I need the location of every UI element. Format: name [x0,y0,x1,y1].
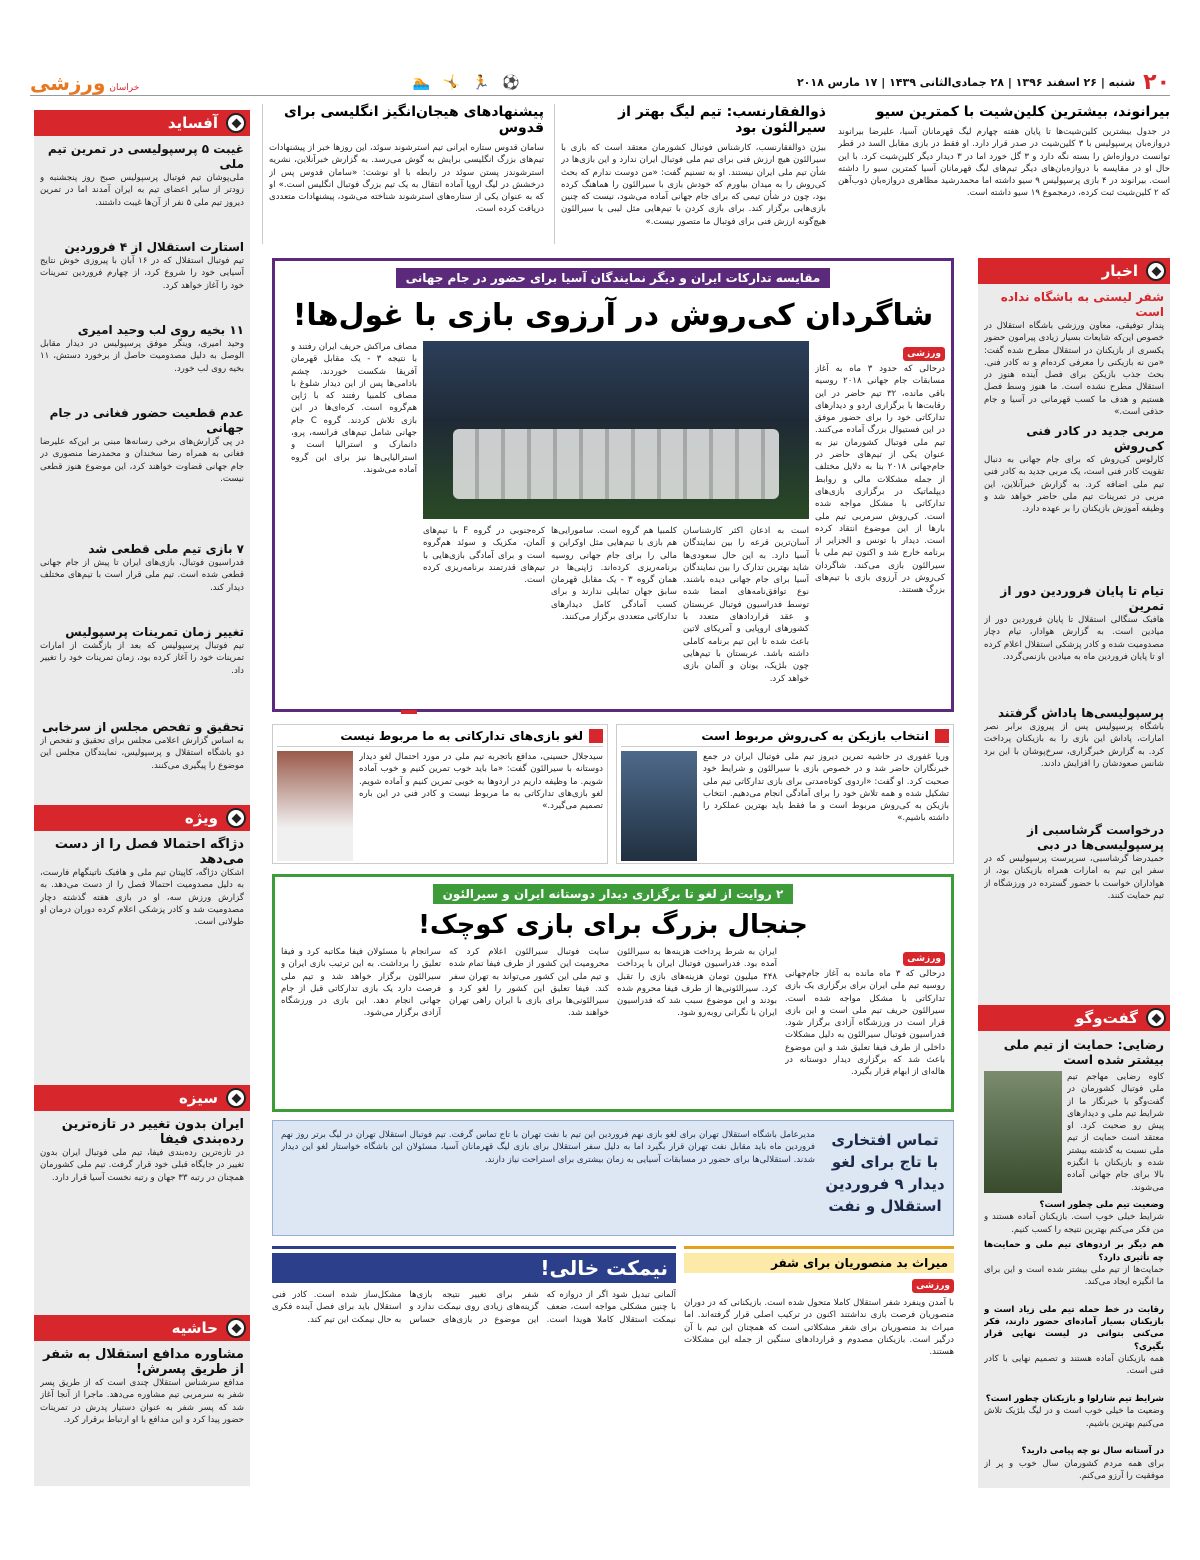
news-title: تغییر زمان تمرینات پرسپولیس [65,625,244,639]
top-article-1 [838,104,1170,244]
section-badge: ورزشی [903,952,945,966]
main-col-3: کلمبیا هم گروه است. سامورایی‌ها هم بازی با تیم‌هایی مثل اوکراین و مالی را برای جام جهانی روسیه برنامه‌ریزی کرده‌اند. ژاپنی‌ها در همان گروه ۳ - یک مقابل قهرمان سابق جهان تمایلی ندارند و برای کسب آمادگی کامل دیدارهای تدارکاتی متعددی برگزار می‌کنند. [551,526,677,623]
bottom-article-title: نیمکت خالی! [272,1253,676,1283]
section-badge: ورزشی [912,1279,954,1293]
main-col-1: درحالی که حدود ۳ ماه به آغاز مسابقات جام جهانی ۲۰۱۸ روسیه باقی مانده، ۳۲ تیم حاضر در این رقابت‌ها با برگزاری اردو و دیدارهای تدارکاتی خود را برای حضور موفق در این فستیوال بزرگ آماده می‌کنند. تیم ملی فوتبال کشورمان نیز به عنوان یکی از تیم‌های حاضر در جام‌جهانی ۲۰۱۸ بنا به دلایل مختلف از جمله مشکلات مالی و روابط دیپلماتیک در برگزاری بازی‌های تدارکاتی با مشکل مواجه شده است. کی‌روش سرمربی تیم ملی بارها از این موضوع انتقاد کرده است. دیدار با تونس و الجزایر از برنامه خارج شد و اکنون تیم ملی با سیرالئون بازی می‌کند. شاگردان کی‌روش در آرزوی بازی با تیم‌های بزرگ هستند. [815,364,945,596]
green-headline: جنجال بزرگ برای بازی کوچک! [418,910,808,940]
news-body: وحید امیری، وینگر موفق پرسپولیس در دیدار مقابل الوصل به دلیل مصدومیت حاصل از برخورد دستش، ۱۱ بخیه روی لب خورد. [40,339,244,374]
green-col-2: ایران به شرط پرداخت هزینه‌ها به سیرالئون آمده بود. فدراسیون فوتبال ایران با پرداخت ۴۴۸ میلیون تومان هزینه‌های بازی را تقبل کرد. سیرالئونی‌ها از طرف فیفا محروم شده بودند و این موضوع سبب شد که فدراسیون ایران با نگرانی روبه‌رو شود. [617,947,777,1019]
news-body: مدافع سرشناس استقلال چندی است که از طریق پسر شفر به سرمربی تیم مشاوره می‌دهد. ماجرا از آنجا آغاز شد که پسر شفر به عنوان دستیار پدرش در تمرینات حضور پیدا کرد و این مدافع با او ارتباط برقرار کرد. [40,1378,244,1425]
news-title: مشاوره مدافع استقلال به شفر از طریق پسرش! [43,1347,244,1377]
page-header [30,70,1170,96]
top-article-title: بیرانوند، بیشترین کلین‌شیت با کمترین سیو [875,104,1170,120]
top-article-3 [262,104,544,244]
news-title: عدم قطعیت حضور فغانی در جام جهانی [49,406,244,435]
green-section-header: سیزه [34,1085,250,1111]
football-icon [1146,1008,1166,1028]
news-title: تحقیق و تفحص مجلس از سرخابی [41,720,244,734]
news-title: درخواست گرشاسبی از پرسپولیسی‌ها در دبی [1027,823,1164,852]
news-body: ملی‌پوشان تیم فوتبال پرسپولیس صبح روز پنجشنبه و زودتر از سایر اعضای تیم به ایران آمدند اما در تمرین دیروز تیم ملی ۵ نفر از آن‌ها غیبت داشتند. [40,173,244,208]
football-icon [226,808,246,828]
news-title: ۷ بازی تیم ملی قطعی شد [88,542,244,556]
right-column [978,258,1170,1488]
bottom-article-1 [684,1246,954,1486]
player-photo [984,1071,1062,1193]
news-body: در تازه‌ترین رده‌بندی فیفا، تیم ملی فوتبال ایران بدون تغییر در جایگاه قبلی خود قرار گرفت. تیم ملی کشورمان همچنان در رتبه ۳۳ جهان و رتبه نخست آسیا قرار دارد. [40,1148,244,1183]
interview-title: رضایی: حمایت از تیم ملی بیشتر شده است [1003,1037,1164,1067]
green-col-4: سرانجام با مسئولان فیفا مکاتبه کرد و فیفا تعلیق را برداشت. به این ترتیب بازی ایران و سیرالئون برگزار خواهد شد و تیم ملی فرصت دارد یک بازی تدارکاتی قبل از جام جهانی انجام دهد. این بازی در ورزشگاه آزادی برگزار می‌شود. [281,947,441,1019]
football-icon [1146,261,1166,281]
red-corner-icon [589,729,603,743]
bottom-article-2 [272,1246,676,1486]
mid-article-body: وریا غفوری در حاشیه تمرین دیروز تیم ملی فوتبال ایران در جمع خبرنگاران حاضر شد و در خصوص بازی با سیرالئون و شرایط خود صحبت کرد. او گفت: «اردوی کوتاه‌مدتی برای بازی تدارکاتی تیم ملی تشکیل شده و همه تلاش خود را برای آمادگی انجام می‌دهیم. انتخاب بازیکن به کی‌روش مربوط است و ما فقط باید بهترین عملکرد را داشته باشیم.» [703,752,949,824]
bottom-article-body: با آمدن وینفرد شفر استقلال کاملا متحول شده است. بازیکنانی که در دوران منصوریان فرصت بازی نداشتند اکنون در ترکیب اصلی قرار گرفته‌اند. اما میراث بد منصوریان برای شفر مشکلاتی است که همچنان این تیم با آن درگیر است. بازیکنان مصدوم و قراردادهای سنگین از جمله این مشکلات هستند. [684,1298,954,1358]
news-title: پرسپولیسی‌ها پاداش گرفتند [997,706,1164,720]
main-col-5: کره‌جنوبی در گروه F با تیم‌های آلمان، مکزیک و سوئد هم‌گروه است و برای آمادگی بازی‌هایی با تیم‌های قدرتمند برنامه‌ریزی کرده است. [423,526,545,586]
notice-box [272,1120,954,1236]
football-icon [226,1088,246,1108]
mid-article-title: انتخاب بازیکن به کی‌روش مربوط است [701,729,929,743]
team-photo [423,341,809,519]
news-body: در پی گزارش‌های برخی رسانه‌ها مبنی بر این‌که علیرضا فغانی به همراه رضا سخندان و محمدرضا منصوری در جام جهانی قضاوت خواهند کرد، این موضوع هنوز قطعی نیست. [40,437,244,484]
interview-section-header: گفت‌وگو [978,1005,1170,1031]
news-title: غیبت ۵ پرسپولیسی در تمرین تیم ملی [47,142,244,171]
section-badge: ورزشی [903,347,945,361]
news-body: اشکان دژاگه، کاپیتان تیم ملی و هافبک ناتینگهام فارست، به دلیل مصدومیت احتمالا فصل را از دست می‌دهد. به گزارش ورزش سه، او در بازی هفته گذشته دچار مصدومیت شد و کادر پزشکی اعلام کرده دوران درمان او طولانی است. [40,868,244,928]
news-title: ۱۱ بخیه روی لب وحید امیری [77,323,244,337]
news-title: شفر لیستی به باشگاه نداده است [1000,290,1164,319]
news-body: به اساس گزارش اعلامی مجلس برای تحقیق و تفحص از دو باشگاه استقلال و پرسپولیس، نمایندگان مجلس این موضوع را پیگیری می‌کنند. [40,736,244,771]
main-feature [272,258,954,712]
green-feature [272,874,954,1112]
top-article-body: در جدول بیشترین کلین‌شیت‌ها تا پایان هفته چهارم لیگ قهرمانان آسیا، علیرضا بیرانوند دروازه‌بان پرسپولیس با ۳ کلین‌شیت در صدر قرار دارد. او فقط در بازی مقابل السد در قطر توانست دروازه‌اش را بسته نگه دارد و ۳ گل خورد اما در ۳ دیدار دیگر کلین‌شیت کرد. با این حال او در مقایسه با دروازه‌بان‌های دیگر تیم‌های لیگ قهرمانان آسیا کمترین سیو را داشته است. بیرانوند در ۴ بازی پرسپولیس ۹ سیو داشته اما محمدرشید مظاهری دروازه‌بان ذوب‌آهن که ۲ کلین‌شیت ثبت کرده، درمجموع ۱۹ سیو داشته است. [838,127,1170,199]
news-section-header: اخبار [978,258,1170,284]
mid-article-title: لغو بازی‌های تدارکاتی به ما مربوط نیست [340,729,583,743]
main-kicker: مقایسه تدارکات ایران و دیگر نمایندگان آسیا برای حضور در جام جهانی [396,268,831,288]
green-col-1: درحالی که ۳ ماه مانده به آغاز جام‌جهانی روسیه تیم ملی ایران برای برگزاری یک بازی تدارکاتی با مشکل مواجه شده است. سیرالئون حریف تیم ملی است و این بازی قرار است در ورزشگاه آزادی برگزار شود. فدراسیون فوتبال سیرالئون به دلیل مشکلات داخلی از طرف فیفا تعلیق شد و این موضوع باعث شد که برگزاری دیدار دوستانه در هاله‌ای از ابهام قرار بگیرد. [785,969,945,1078]
mid-article-1 [616,724,954,864]
qa-list: وضعیت تیم ملی چطور است؟ شرایط خیلی خوب است. بازیکنان آماده هستند و من فکر می‌کنم بهترین نتیجه را کسب کنیم. هم دیگر بر اردوهای تیم ملی و حمایت‌ها چه تأثیری دارد؟ حمایت‌ها از تیم ملی بیشتر شده است و این برای ما انگیزه ایجاد می‌کند. رقابت در خط حمله تیم ملی زیاد است و بازیکنان بسیار آماده‌ای حضور دارند، فکر می‌کنی بتوانی در لیست نهایی قرار بگیری؟ همه بازیکنان آماده هستند و تصمیم نهایی با کادر فنی است. شرایط تیم شارلوا و بازیکنان چطور است؟ وضعیت ما خیلی خوب است و در لیگ بلژیک تلاش می‌کنیم بهترین باشیم. در آستانه سال نو چه پیامی دارید؟ برای همه مردم کشورمان سال خوب و پر از موفقیت را آرزو می‌کنم. [984,1200,1164,1481]
mid-article-body: سیدجلال حسینی، مدافع باتجربه تیم ملی در مورد احتمال لغو دیدار دوستانه با سیرالئون گفت: «ما باید خوب تمرین کنیم و خوب آماده شویم. ما وظیفه داریم در اردوها به خوبی تمرین کنیم و آماده شویم. لغو بازی‌های تدارکاتی به ما مربوط نیست و کادر فنی در این باره تصمیم می‌گیرد.» [359,752,603,812]
logo: خراسان ورزشی [30,70,140,95]
offside-section-header: آفساید [34,110,250,136]
special-section-header: ویژه [34,805,250,831]
notice-body: مدیرعامل باشگاه استقلال تهران برای لغو بازی نهم فروردین این تیم با نفت تهران با تاج تماس گرفت. تیم فوتبال استقلال تهران در لیگ برتر روز نهم فروردین ماه باید مقابل نفت تهران قرار بگیرد اما به دلیل سفر استقلال برای بازی لیگ قهرمانان آسیا، مسئولان این باشگاه خواستار لغو این دیدار شدند. استقلالی‌ها برای حضور در مسابقات آسیایی به زمان بیشتری برای استراحت نیاز دارند. [281,1130,815,1165]
top-article-title: ذوالفقارنسب: تیم لیگ بهتر از سیرالئون بود [618,104,826,136]
news-body: باشگاه پرسپولیس پس از پیروزی برابر نصر امارات، پاداش این بازی را به بازیکنان پرداخت کرد. به گزارش خبرگزاری، سرخ‌پوشان با این برد شانس صعودشان را افزایش دادند. [984,722,1164,769]
news-title: دژاگه احتمالا فصل را از دست می‌دهد [54,837,244,867]
news-title: مربی جدید در کادر فنی کی‌روش [1026,424,1164,453]
sport-icons: ⚽ 🏃 🤸 🏊 [412,74,524,91]
news-title: ایران بدون تغییر در تازه‌ترین رده‌بندی فیفا [61,1117,244,1147]
news-body: تیم فوتبال استقلال که در ۱۶ آبان با پیروزی خوش نتایج آسیایی خود را شروع کرد، از چهارم فروردین تمرینات خود را آغاز خواهد کرد. [40,256,244,291]
bottom-article-body: آلمانی تبدیل شود اگر از دروازه که با چنین مشکلی مواجه است، ضعف نیمکت استقلال کاملا هویدا است. شفر برای تغییر نتیجه بازی‌ها گزینه‌های زیادی روی نیمکت ندارد و این موضوع در بازی‌های حساس مشکل‌ساز شده است. کادر فنی استقلال باید برای فصل آینده فکری به حال نیمکت این تیم کند. [272,1290,676,1325]
left-column [34,110,250,1486]
player-photo [621,751,697,861]
news-body: کارلوس کی‌روش که برای جام جهانی به دنبال تقویت کادر فنی است، یک مربی جدید به کادر فنی تیم ملی اضافه کرد. به گزارش خبرآنلاین، این مربی در تمرینات تیم ملی حاضر خواهد شد و وظیفه آموزش بازیکنان را بر عهده دارد. [984,455,1164,515]
date-line: شنبه | ۲۶ اسفند ۱۳۹۶ | ۲۸ جمادی‌الثانی ۱۴۳۹ | ۱۷ مارس ۲۰۱۸ [796,76,1136,89]
football-icon [226,1318,246,1338]
news-body: تیم فوتبال پرسپولیس که بعد از بازگشت از امارات تمرینات خود را آغاز کرده بود، زمان تمرینات خود را تغییر داد. [40,641,244,676]
top-article-body: سامان قدوس ستاره ایرانی تیم استرشوند سوئد، این روزها خبر از پیشنهادات تیم‌های بزرگ انگلیسی برایش به گوش می‌رسد. به گزارش خبرآنلاین، نشریه استرشوندز پستن سوئد در رابطه با او نوشت: «سامان قدوس پس از درخشش در لیگ اروپا آماده انتقال به یک تیم بزرگ فوتبال انگلیس است.» او که به عنوان یکی از ستاره‌های استرشوند شناخته می‌شود، پیشنهادات متعددی دریافت کرده است. [269,143,544,215]
main-headline: شاگردان کی‌روش در آرزوی بازی با غول‌ها! [292,298,934,333]
news-body: هافبک سنگالی استقلال تا پایان فروردین دور از میادین است. به گزارش هوادار، تیام دچار مصدومیت شده و کادر پزشکی استقلال اعلام کرده او تا پایان فروردین ماه به میادین بازنمی‌گردد. [984,615,1164,662]
player-photo [277,751,353,861]
main-col-2: است به اذعان اکثر کارشناسان آسان‌ترین قرعه را بین نمایندگان آسیا دارد. به این حال سعودی‌ها شاید بهترین تدارک را بین نمایندگان آسیا برای جام جهانی دیده باشند. نوع توافق‌نامه‌های امضا شده توسط فدراسیون فوتبال عربستان و عقد قراردادهای متعدد با کشورهای اروپایی و آمریکای لاتین باعث شده تا این تیم برنامه کاملی داشته باشد. عربستان با تیم‌هایی چون بلژیک، یونان و آلمان بازی خواهد کرد. [683,526,809,684]
red-corner-icon [935,729,949,743]
margin-section-header: حاشیه [34,1315,250,1341]
interview-intro: کاوه رضایی مهاجم تیم ملی فوتبال کشورمان در گفت‌وگو با خبرنگار ما از شرایط تیم ملی و دیدارهای پیش رو صحبت کرد. او معتقد است حمایت از تیم ملی نسبت به گذشته بیشتر شده و بازیکنان با انگیزه بالا برای جام جهانی آماده می‌شوند. [1067,1072,1164,1193]
mid-article-2 [272,724,608,864]
green-kicker: ۲ روایت از لغو تا برگزاری دیدار دوستانه ایران و سیرالئون [433,884,794,904]
notice-title: تماس افتخاری با تاج برای لغو دیدار ۹ فروردین استقلال و نفت [825,1131,945,1215]
main-col-4: مصاف مراکش حریف ایران رفتند و با نتیجه ۳ - یک مقابل قهرمان آفریقا شکست خوردند. چشم بادامی‌ها پس از این دیدار شلوغ با مصاف کلمبیا رفتند که با ژاپن هم‌گروه است. کره‌ای‌ها در این بازی تلاش کردند. گروه C جام جهانی شامل تیم‌های فرانسه، پرو، دانمارک و استرالیا است و استرالیایی‌ها نیز برای این گروه آماده می‌شوند. [291,342,417,475]
news-body: حمیدرضا گرشاسبی، سرپرست پرسپولیس که در سفر این تیم به امارات همراه بازیکنان بود، از هواداران خواست با حضور گسترده در ورزشگاه از تیم حمایت کنند. [984,854,1164,901]
page-number: ۲۰ [1143,70,1170,95]
news-body: پندار توفیقی، معاون ورزشی باشگاه استقلال در خصوص این‌که شایعات بسیار زیادی پیرامون حضور یکسری از بازیکنان در استقلال مطرح شده گفت: «من نه بازیکنی را معرفی کرده‌ام و نه کادر فنی. بحث جذب بازیکن برای فصل آینده هنوز در استقلال مطرح نشده است. ما هنوز وسط فصل هستیم و هدف ما کسب قهرمانی در آسیا و جام حذفی است.» [984,321,1164,418]
football-icon [226,113,246,133]
news-body: فدراسیون فوتبال، بازی‌های ایران تا پیش از جام جهانی قطعی شده است. تیم ملی قرار است با تیم‌های مختلف دیدار کند. [40,558,244,593]
end-mark [401,710,417,714]
top-article-2 [554,104,826,244]
top-article-body: بیژن ذوالفقارنسب، کارشناس فوتبال کشورمان معتقد است که بازی با سیرالئون هیچ ارزش فنی برای تیم ملی فوتبال ایران ندارد و این بازی‌ها در شأن تیم ملی ایران نیستند. او به تسنیم گفت: «من دوست ندارم که بحث کی‌روش را به میدان بیاورم که خودش بازی با سیرالئون را هماهنگ کرده بود، چون در شأن تیمی که برای جام جهانی آماده می‌شود، نیست که چنین بازی‌هایی برگزار کند. برای بازی کردن با تیم‌هایی مثل لیبی یا سیرالئون هیچ‌گونه ارزش فنی برای فوتبال ما متصور نیست.» [561,143,826,227]
bottom-article-title: میراث بد منصوریان برای شفر [684,1253,954,1273]
green-col-3: سایت فوتبال سیرالئون اعلام کرد که محرومیت این کشور از طرف فیفا تمام شده و تیم ملی این کشور می‌تواند به تهران سفر کند. فیفا تعلیق این کشور را لغو کرد و سیرالئونی‌ها برای بازی با ایران راهی تهران خواهند شد. [449,947,609,1019]
top-article-title: پیشنهادهای هیجان‌انگیز انگلیسی برای قدوس [283,104,544,136]
news-title: تیام تا پایان فروردین دور از تمرین [1000,584,1164,613]
news-title: استارت استقلال از ۴ فروردین [64,240,244,254]
